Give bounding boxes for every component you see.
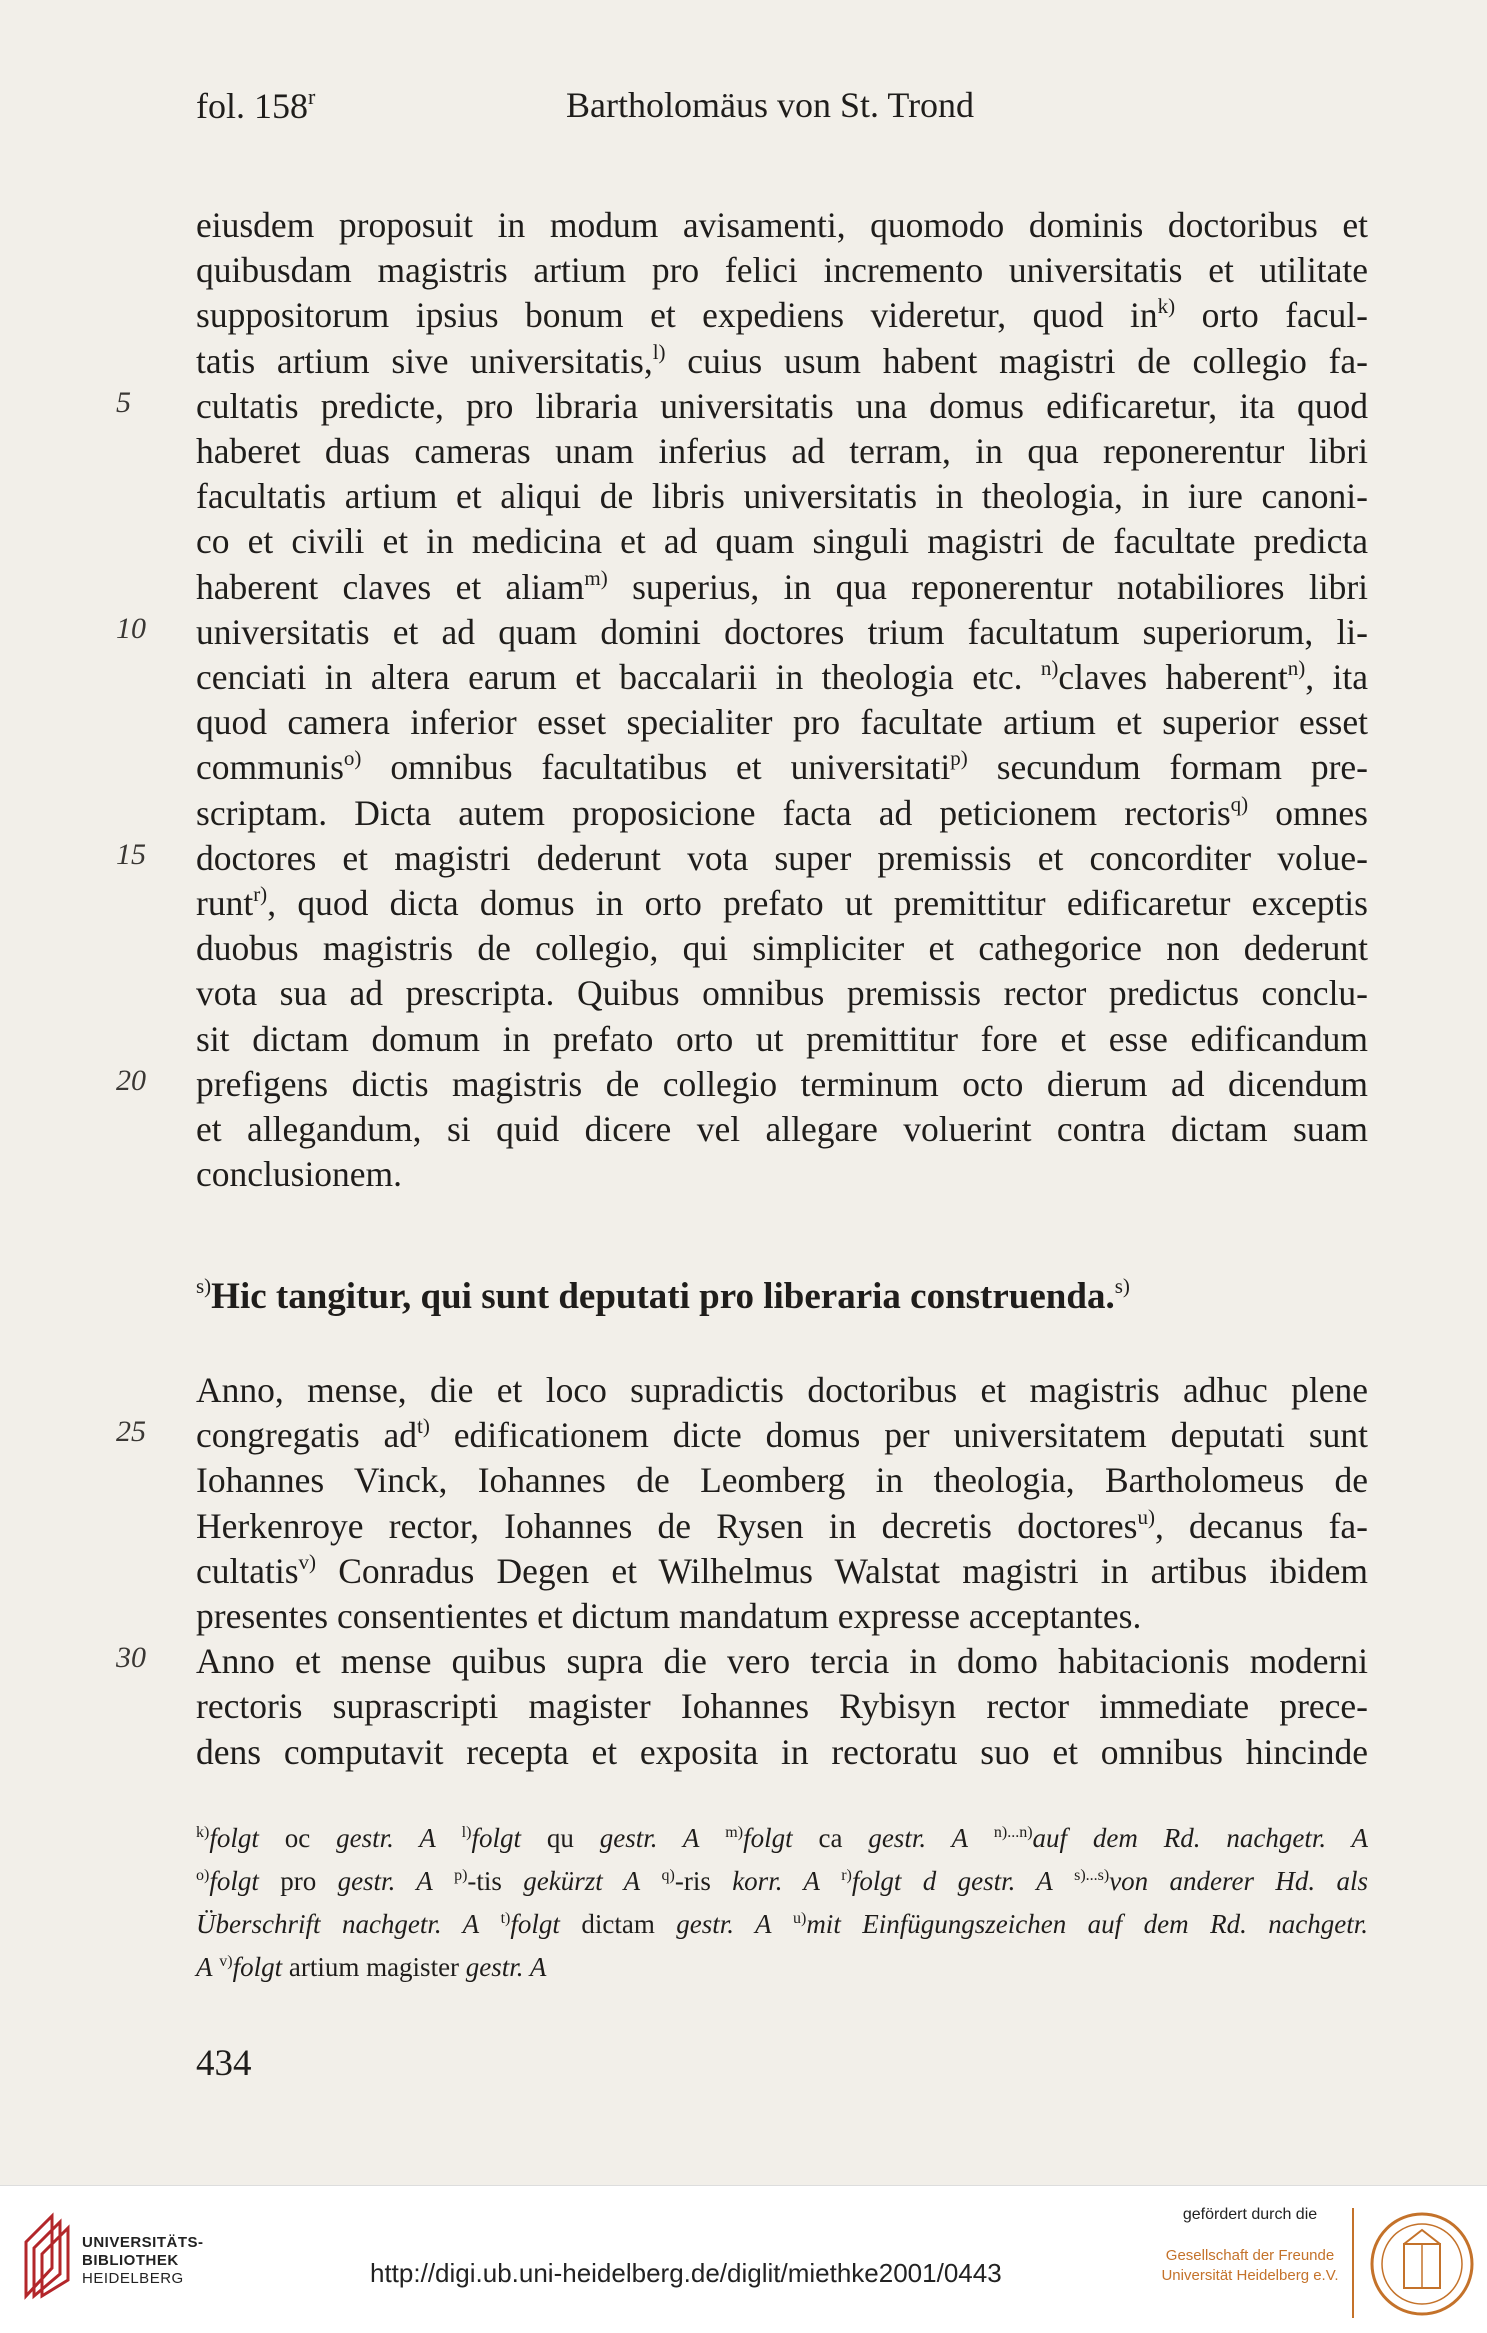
- text-line: doctores et magistri dederunt vota super premissis et concorditer volue-: [196, 837, 1368, 878]
- sponsor-credit: gefördert durch die Gesellschaft der Freunde Universität Heidelberg e.V.: [1150, 2206, 1350, 2286]
- footnote-marker: l): [652, 339, 666, 364]
- section-heading: $^{s)}$Hic tangitur, qui sunt deputati pro liberaria construenda.$^{s)}$: [196, 1274, 1130, 1317]
- footnote-marker: l): [461, 1824, 472, 1841]
- university-seal-icon: [1368, 2210, 1476, 2318]
- footnote-marker: n)...n): [993, 1824, 1033, 1841]
- footnote-marker: u): [1137, 1504, 1155, 1529]
- footnote-line: $^{k)}$folgt oc gestr. A $^{l)}$folgt qu gestr. A $^{m)}$folgt ca gestr. A $^{n)...n)}$auf dem Rd. nachgetr. A: [196, 1823, 1369, 1853]
- line-number: 25: [116, 1415, 146, 1449]
- text-line: conclusionem.: [196, 1154, 403, 1195]
- sponsor-name: Gesellschaft der Freunde Universität Heidelberg e.V.: [1161, 2247, 1339, 2284]
- footer-bar: [0, 2185, 1487, 2333]
- permalink-url[interactable]: http://digi.ub.uni-heidelberg.de/diglit/miethke2001/0443: [370, 2258, 1002, 2288]
- text-line: Herkenroye rector, Iohannes de Rysen in decretis doctores$^{u)}$, decanus fa-: [196, 1504, 1368, 1546]
- line-number: 10: [116, 611, 146, 645]
- page-number: 434: [196, 2043, 252, 2084]
- text-line: et allegandum, si quid dicere vel allegare voluerint contra dictam suam: [196, 1109, 1368, 1149]
- text-line: Anno et mense quibus supra die vero tercia in domo habitacionis moderni: [196, 1641, 1368, 1682]
- footnote-marker: r): [841, 1867, 852, 1884]
- text-line: quibusdam magistris artium pro felici incremento universitatis et utilitate: [196, 250, 1368, 291]
- footnote-marker: u): [792, 1910, 807, 1927]
- footnote-marker: m): [584, 565, 608, 590]
- library-logo-icon: [22, 2208, 74, 2300]
- text-line: sit dictam domum in prefato orto ut premittitur fore et esse edificandum: [196, 1018, 1368, 1059]
- footnote-marker: m): [725, 1824, 744, 1841]
- footnote-marker: p): [950, 746, 968, 771]
- footnote-marker: t): [500, 1910, 511, 1927]
- line-number: 20: [116, 1063, 146, 1097]
- footnote-marker: o): [343, 746, 362, 771]
- footnote-marker: k): [196, 1824, 210, 1841]
- footnote-line: Überschrift nachgetr. A $^{t)}$folgt dictam gestr. A $^{u)}$mit Einfügungszeichen auf dem Rd. nachgetr.: [196, 1909, 1369, 1939]
- line-number: 5: [116, 385, 131, 419]
- text-line: dens computavit recepta et exposita in rectoratu suo et omnibus hincinde: [196, 1731, 1368, 1772]
- text-line: universitatis et ad quam domini doctores trium facultatum superiorum, li-: [196, 611, 1368, 652]
- text-line: tatis artium sive universitatis,$^{l)}$ cuius usum habent magistri de collegio fa-: [196, 339, 1368, 381]
- text-line: cultatis predicte, pro libraria universitatis una domus edificaretur, ita quod: [196, 385, 1368, 426]
- divider: [1352, 2208, 1354, 2318]
- footnote-marker: q): [661, 1867, 675, 1884]
- footnote-marker: n): [1040, 656, 1059, 680]
- footnote-marker: k): [1157, 294, 1176, 319]
- text-line: presentes consentientes et dictum mandatum expresse acceptantes.: [196, 1596, 1142, 1636]
- folio-label: fol. 158$^r$: [196, 84, 316, 126]
- footnote-marker: v): [219, 1953, 233, 1970]
- text-line: haberet duas cameras unam inferius ad terram, in qua reponerentur libri: [196, 431, 1368, 471]
- text-line: rectoris suprascripti magister Iohannes Rybisyn rector immediate prece-: [196, 1686, 1368, 1727]
- library-name: UNIVERSITÄTS- BIBLIOTHEK HEIDELBERG: [82, 2234, 204, 2287]
- footnote-marker: o): [196, 1867, 210, 1884]
- text-line: facultatis artium et aliqui de libris universitatis in theologia, in iure canoni-: [196, 476, 1368, 517]
- text-line: Iohannes Vinck, Iohannes de Leomberg in theologia, Bartholomeus de: [196, 1460, 1368, 1501]
- text-line: cultatis$^{v)}$ Conradus Degen et Wilhelmus Walstat magistri in artibus ibidem: [196, 1549, 1368, 1591]
- line-number: 15: [116, 837, 146, 871]
- running-title: Bartholomäus von St. Trond: [566, 85, 975, 125]
- text-line: haberent claves et aliam$^{m)}$ superius, in qua reponerentur notabiliores libri: [196, 565, 1369, 607]
- text-line: cenciati in altera earum et baccalarii in theologia etc. $^{n)}$claves haberent$^{n)}$, ita: [196, 656, 1369, 697]
- text-line: congregatis $ad^{t)}$ edificationem dicte domus per universitatem deputati sunt: [196, 1414, 1368, 1456]
- text-line: co et civili et in medicina et ad quam singuli magistri de facultate predicta: [196, 521, 1368, 562]
- text-line: Anno, mense, die et loco supradictis doctoribus et magistris adhuc plene: [196, 1370, 1368, 1410]
- footnote-marker: s)...s): [1074, 1867, 1110, 1884]
- text-line: suppositorum ipsius bonum et expediens videretur, quod $in^{k)}$ orto facul-: [196, 294, 1368, 336]
- text-line: eiusdem proposuit in modum avisamenti, quomodo dominis doctoribus et: [196, 205, 1368, 245]
- footnote-marker: r): [253, 882, 268, 906]
- text-line: quod camera inferior esset specialiter pro facultate artium et superior esset: [196, 702, 1368, 743]
- footnote-marker: n): [1287, 656, 1306, 680]
- text-line: prefigens dictis magistris de collegio terminum octo dierum ad dicendum: [196, 1063, 1368, 1104]
- text-line: scriptam. Dicta autem proposicione facta ad peticionem rectoris$^{q)}$ omnes: [196, 791, 1368, 833]
- footnote-line: A $^{v)}$folgt artium magister gestr. A: [196, 1952, 547, 1982]
- text-line: duobus magistris de collegio, qui simpliciter et cathegorice non dederunt: [196, 928, 1368, 969]
- text-line: runt$^{r)}$, quod dicta domus in orto prefato ut premittitur edificaretur exceptis: [196, 882, 1368, 923]
- line-number: 30: [116, 1641, 146, 1675]
- footnote-marker: t): [417, 1414, 430, 1439]
- text-line: vota sua ad prescripta. Quibus omnibus premissis rector predictus conclu-: [196, 973, 1368, 1014]
- footnote-line: $^{o)}$folgt pro gestr. A $^{p)}$-tis gekürzt A $^{q)}$-ris korr. A $^{r)}$folgt d gestr. A $^{s)...s)}$von anderer Hd. als: [196, 1866, 1369, 1896]
- text-line: communis$^{o)}$ omnibus facultatibus et universitati$^{p)}$ secundum formam pre-: [196, 746, 1368, 788]
- running-header: [196, 84, 1396, 134]
- footnote-marker: p): [454, 1867, 468, 1884]
- footnote-marker: q): [1230, 791, 1249, 816]
- footnote-marker: v): [298, 1549, 317, 1574]
